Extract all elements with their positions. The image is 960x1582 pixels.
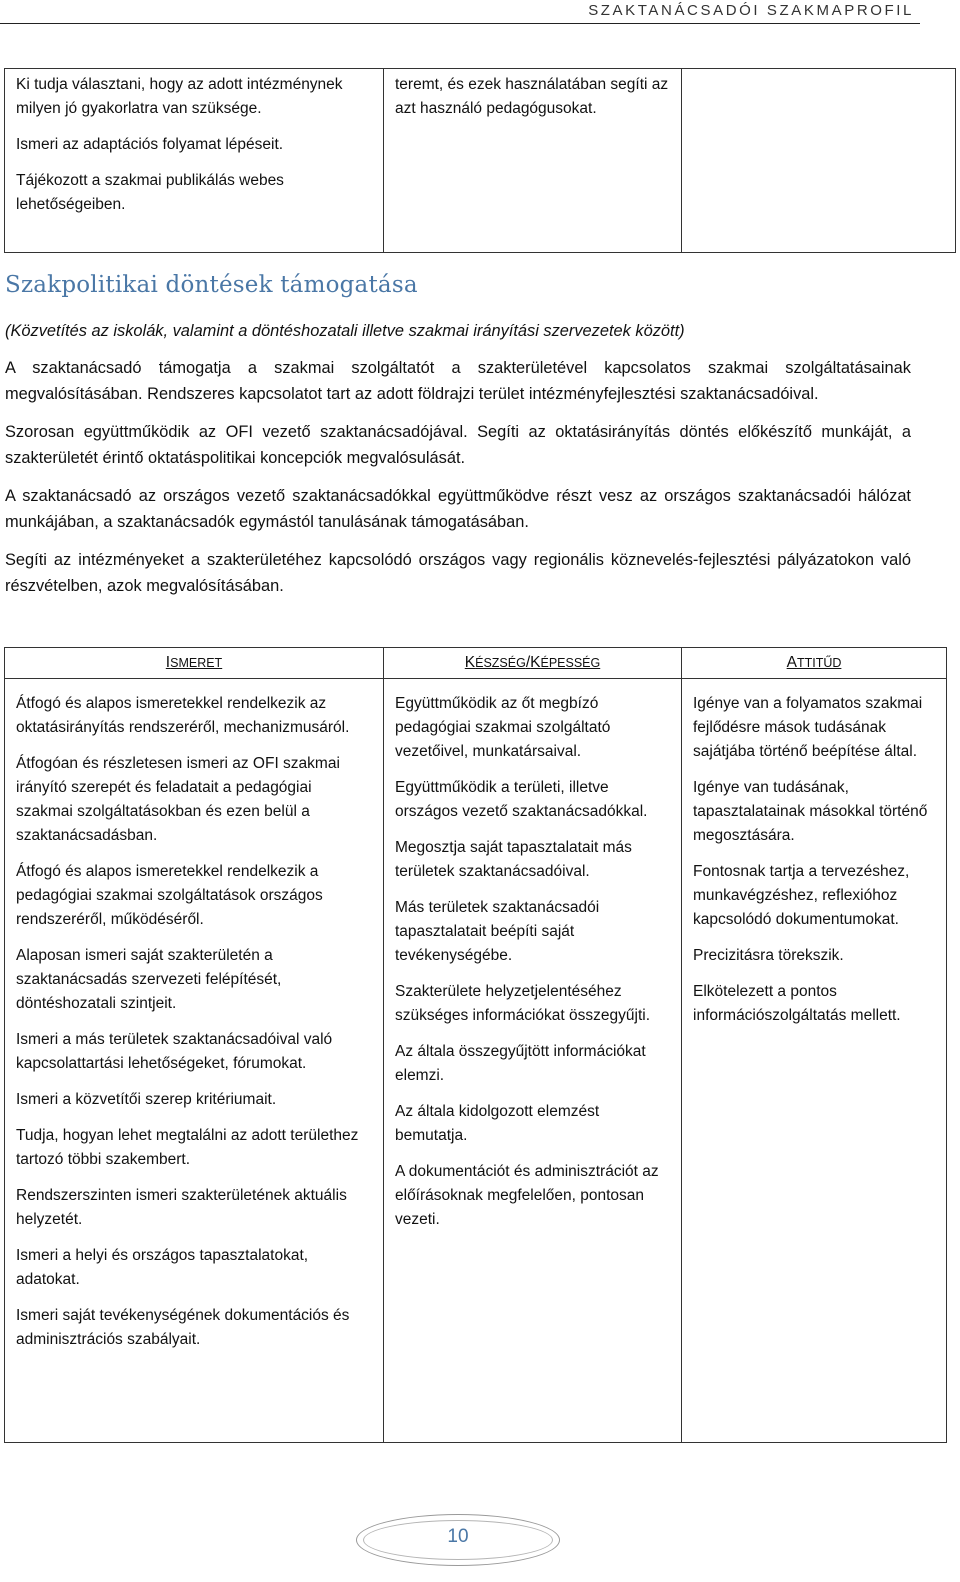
header-ismeret <box>5 648 384 679</box>
prev-ismeret-item: Ki tudja választani, hogy az adott intézménynek milyen jó gyakorlatra van szüksége. <box>16 76 343 117</box>
keszseg-column <box>384 679 682 1443</box>
section-body <box>5 318 911 611</box>
attitud-item: Igénye van a folyamatos szakmai fejlődésre mások tudásának sajátjába történő beépítése által. <box>693 695 923 760</box>
attitud-item: Igénye van tudásának, tapasztalatainak másokkal történő megosztására. <box>693 779 928 844</box>
attitud-item: Precizitásra törekszik. <box>693 947 844 964</box>
ismeret-item: Átfogó és alapos ismeretekkel rendelkezik a pedagógiai szakmai szolgáltatások országos rendszeréről, működéséről. <box>16 863 323 928</box>
body-paragraph: A szaktanácsadó az országos vezető szaktanácsadókkal együttműködve részt vesz az országos szaktanácsadói hálózat munkájában, a szaktanácsadók egymástól tanulásának támogatásában. <box>5 487 911 531</box>
keszseg-item: A dokumentációt és adminisztrációt az előírásoknak megfelelően, pontosan vezeti. <box>395 1163 659 1228</box>
ismeret-item: Átfogó és alapos ismeretekkel rendelkezik az oktatásirányítás rendszeréről, mechanizmusáról. <box>16 695 350 736</box>
competency-table <box>4 647 947 1443</box>
body-paragraph: A szaktanácsadó támogatja a szakmai szolgáltatót a szakterületével kapcsolatos szakmai szolgáltatásainak megvalósításában. Rendszeres kapcsolatot tart az adott földrajzi terület intézményfejlesztési szaktanácsadóival. <box>5 359 911 403</box>
prev-table-cell-attitud <box>682 69 956 253</box>
attitud-item: Elkötelezett a pontos információszolgáltatás mellett. <box>693 983 901 1024</box>
page-number: 10 <box>447 1526 469 1547</box>
keszseg-item: Együttműködik az őt megbízó pedagógiai szakmai szolgáltató vezetőivel, munkatársaival. <box>395 695 611 760</box>
ismeret-item: Ismeri a helyi és országos tapasztalatokat, adatokat. <box>16 1247 309 1288</box>
body-paragraph: Segíti az intézményeket a szakterületéhez kapcsolódó országos vagy regionális köznevelés-fejlesztési pályázatokon való részvételben, azok megvalósításában. <box>5 551 911 595</box>
header-ismeret-initial: I <box>165 654 171 671</box>
keszseg-item: Együttműködik a területi, illetve országos vezető szaktanácsadókkal. <box>395 779 648 820</box>
header-keszseg-kepesseg <box>384 648 682 679</box>
header-separator: / <box>525 654 531 671</box>
prev-table-cell-ismeret <box>5 69 384 253</box>
ismeret-item: Alaposan ismeri saját szakterületén a szaktanácsadás szervezeti felépítését, döntéshozatali szintjeit. <box>16 947 282 1012</box>
ismeret-item: Ismeri saját tevékenységének dokumentációs és adminisztrációs szabályait. <box>16 1307 350 1348</box>
prev-ismeret-item: Ismeri az adaptációs folyamat lépéseit. <box>16 136 284 153</box>
ismeret-column <box>5 679 384 1443</box>
header-kepesseg-rest: ÉPESSÉG <box>540 656 601 670</box>
ismeret-item: Rendszerszinten ismeri szakterületének aktuális helyzetét. <box>16 1187 347 1228</box>
keszseg-item: Más területek szaktanácsadói tapasztalatait beépíti saját tevékenységébe. <box>395 899 600 964</box>
header-attitud-rest: TTITŰD <box>796 656 842 670</box>
previous-competency-table-continuation <box>4 68 956 253</box>
running-header: SZAKTANÁCSADÓI SZAKMAPROFIL <box>0 0 920 24</box>
attitud-column <box>682 679 947 1443</box>
body-paragraph: Szorosan együttműködik az OFI vezető szaktanácsadójával. Segíti az oktatásirányítás döntés előkészítő munkáját, a szakterületét érintő oktatáspolitikai koncepciók megvalósulását. <box>5 423 911 467</box>
header-ismeret-rest: SMERET <box>170 656 223 670</box>
keszseg-item: Szakterülete helyzetjelentéséhez szükséges információkat összegyűjti. <box>395 983 651 1024</box>
ismeret-item: Ismeri a közvetítői szerep kritériumait. <box>16 1091 277 1108</box>
header-attitud-initial: A <box>786 654 797 671</box>
prev-table-cell-keszseg <box>384 69 682 253</box>
keszseg-item: Az általa összegyűjtött információkat elemzi. <box>395 1043 646 1084</box>
header-kepesseg-initial: K <box>530 654 541 671</box>
attitud-item: Fontosnak tartja a tervezéshez, munkavégzéshez, reflexióhoz kapcsolódó dokumentumokat. <box>693 863 910 928</box>
section-title: Szakpolitikai döntések támogatása <box>5 272 418 298</box>
keszseg-item: Az általa kidolgozott elemzést bemutatja. <box>395 1103 600 1144</box>
header-keszseg-rest: ÉSZSÉG <box>475 656 526 670</box>
ismeret-item: Átfogóan és részletesen ismeri az OFI szakmai irányító szerepét és feladatait a pedagógiai szakmai szolgáltatásokban és ezen belül a szaktanácsadásban. <box>16 755 340 844</box>
section-subtitle: (Közvetítés az iskolák, valamint a döntéshozatali illetve szakmai irányítási szervezetek között) <box>5 322 685 340</box>
ismeret-item: Ismeri a más területek szaktanácsadóival való kapcsolattartási lehetőségeket, fórumokat. <box>16 1031 333 1072</box>
prev-ismeret-item: Tájékozott a szakmai publikálás webes lehetőségeiben. <box>16 172 284 213</box>
keszseg-item: Megosztja saját tapasztalatait más területek szaktanácsadóival. <box>395 839 632 880</box>
header-attitud <box>682 648 947 679</box>
ismeret-item: Tudja, hogyan lehet megtalálni az adott területhez tartozó többi szakembert. <box>16 1127 359 1168</box>
prev-keszseg-item: teremt, és ezek használatában segíti az azt használó pedagógusokat. <box>395 76 669 117</box>
header-keszseg-initial: K <box>464 654 476 671</box>
